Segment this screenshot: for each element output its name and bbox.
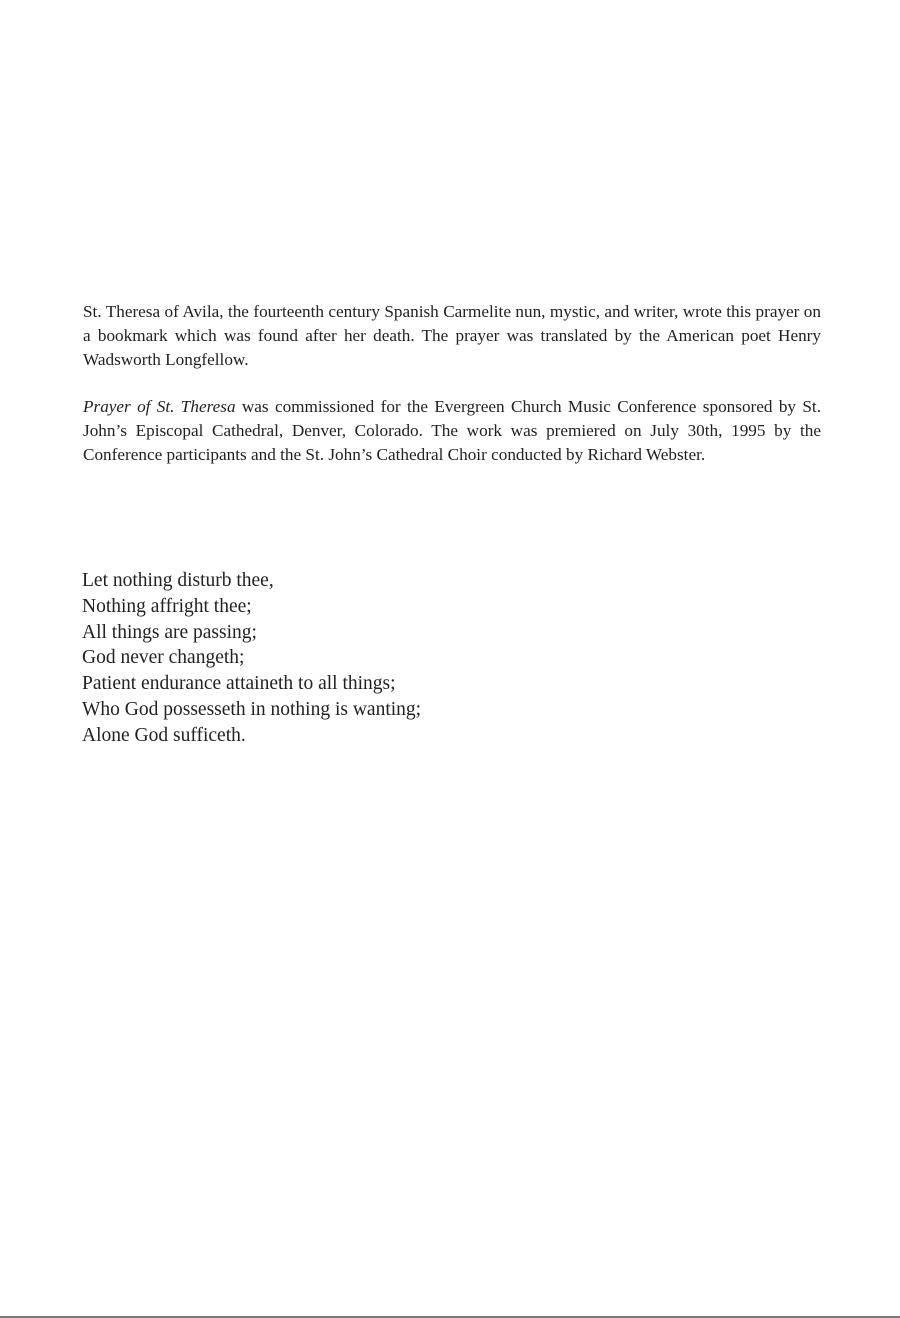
commission-text: was commissioned for the Evergreen Church Music Conference sponsored by St. John’s Episcopal Cathedral, Denver, Colorado. The work was premiered on July 30th, 1995 by the Conference participants and the St. John’s Cathedral Choir conducted by Richard Webster. bbox=[83, 397, 821, 464]
prayer-line: Nothing affright thee; bbox=[82, 595, 252, 617]
prayer-line: Let nothing disturb thee, bbox=[82, 570, 274, 591]
prayer-text bbox=[82, 568, 682, 749]
prayer-line: Who God possesseth in nothing is wanting; bbox=[82, 698, 422, 720]
intro-paragraph-commission bbox=[83, 395, 821, 467]
prayer-line: God never changeth; bbox=[82, 647, 245, 669]
work-title: Prayer of St. Theresa bbox=[83, 397, 236, 416]
intro-paragraph-history: St. Theresa of Avila, the fourteenth century Spanish Carmelite nun, mystic, and writer, wrote this prayer on a bookmark which was found after her death. The prayer was translated by the American poet Henry Wadsworth Longfellow. bbox=[83, 302, 821, 369]
prayer-line: Patient endurance attaineth to all things; bbox=[82, 673, 396, 695]
prayer-line: Alone God sufficeth. bbox=[82, 724, 246, 746]
prayer-line: All things are passing; bbox=[82, 621, 257, 643]
